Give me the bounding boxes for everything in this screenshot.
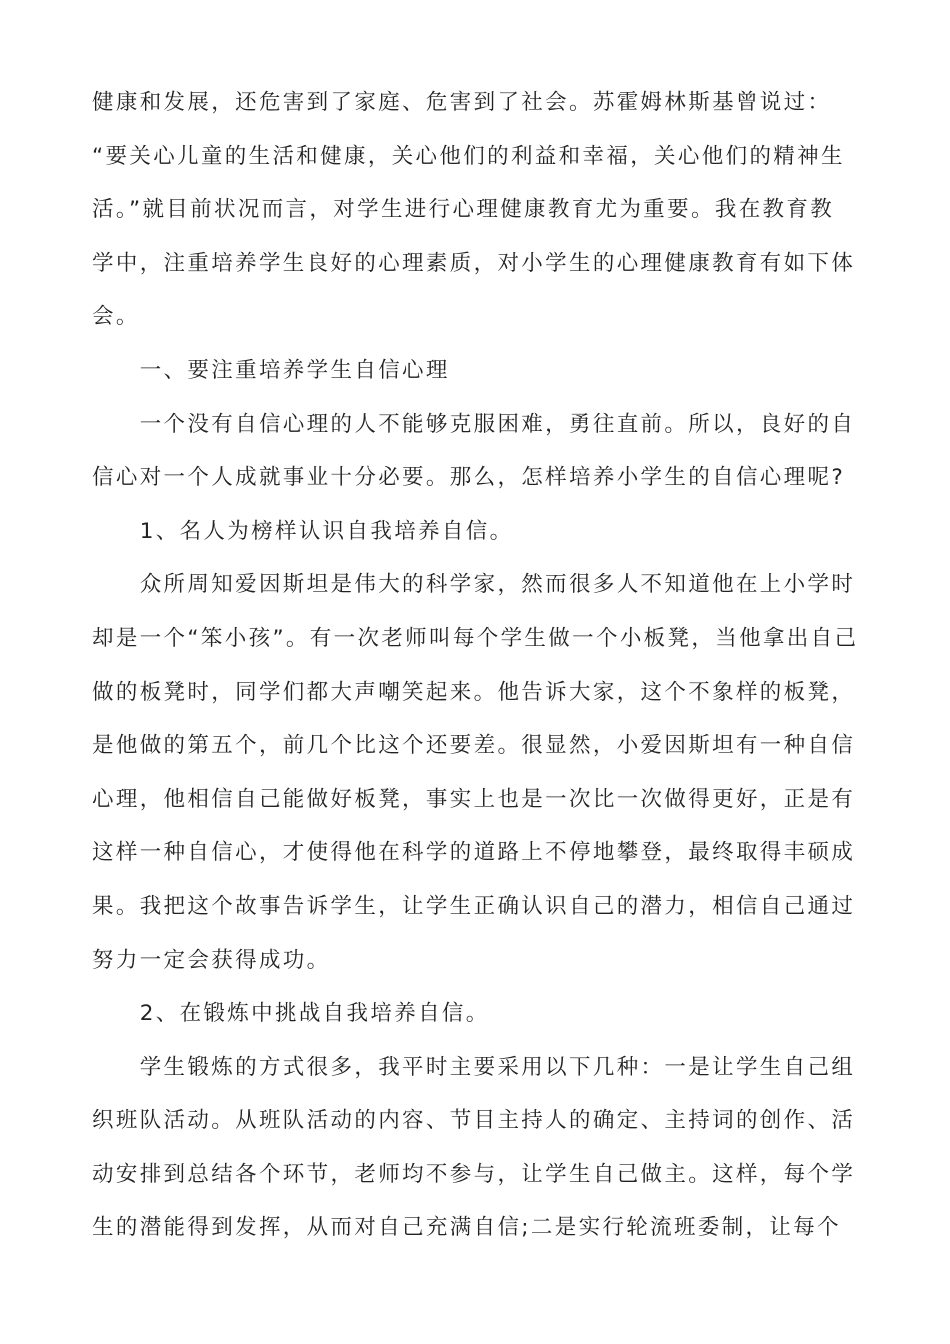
- text-line: 却是一个“笨小孩”。有一次老师叫每个学生做一个小板凳，当他拿出自己: [92, 625, 859, 651]
- text-line: 织班队活动。从班队活动的内容、节目主持人的确定、主持词的创作、活: [92, 1108, 856, 1134]
- text-line: 众所周知爱因斯坦是伟大的科学家，然而很多人不知道他在上小学时: [92, 572, 856, 598]
- text-line: “要关心儿童的生活和健康，关心他们的利益和幸福，关心他们的精神生: [92, 143, 845, 169]
- text-line: 果。我把这个故事告诉学生，让学生正确认识自己的潜力，相信自己通过: [92, 893, 856, 919]
- text-line: 学中，注重培养学生良好的心理素质，对小学生的心理健康教育有如下体: [92, 250, 856, 276]
- text-line: 一个没有自信心理的人不能够克服困难，勇往直前。所以，良好的自: [92, 411, 856, 437]
- document-body: [92, 76, 862, 1255]
- text-line: 活。”就目前状况而言，对学生进行心理健康教育尤为重要。我在教育教: [92, 197, 835, 223]
- subsection-heading: 2、在锻炼中挑战自我培养自信。: [92, 1001, 490, 1027]
- text-line: 信心对一个人成就事业十分必要。那么，怎样培养小学生的自信心理呢?: [92, 465, 846, 491]
- text-line: 做的板凳时，同学们都大声嘲笑起来。他告诉大家，这个不象样的板凳，: [92, 679, 856, 705]
- text-line: 这样一种自信心，才使得他在科学的道路上不停地攀登，最终取得丰硕成: [92, 840, 856, 866]
- text-line: 学生锻炼的方式很多，我平时主要采用以下几种：一是让学生自己组: [92, 1054, 856, 1080]
- text-line: 健康和发展，还危害到了家庭、危害到了社会。苏霍姆林斯基曾说过：: [92, 90, 832, 115]
- section-heading: 一、要注重培养学生自信心理: [92, 357, 450, 383]
- text-line: 会。: [92, 304, 140, 330]
- text-line: 动安排到总结各个环节，老师均不参与，让学生自己做主。这样，每个学: [92, 1161, 856, 1187]
- subsection-heading: 1、名人为榜样认识自我培养自信。: [92, 518, 514, 544]
- text-line: 是他做的第五个，前几个比这个还要差。很显然，小爱因斯坦有一种自信: [92, 733, 856, 759]
- text-line: 努力一定会获得成功。: [92, 947, 331, 973]
- text-line: 生的潜能得到发挥，从而对自己充满自信;二是实行轮流班委制，让每个: [92, 1215, 841, 1241]
- text-line: 心理，他相信自己能做好板凳，事实上也是一次比一次做得更好，正是有: [92, 786, 856, 812]
